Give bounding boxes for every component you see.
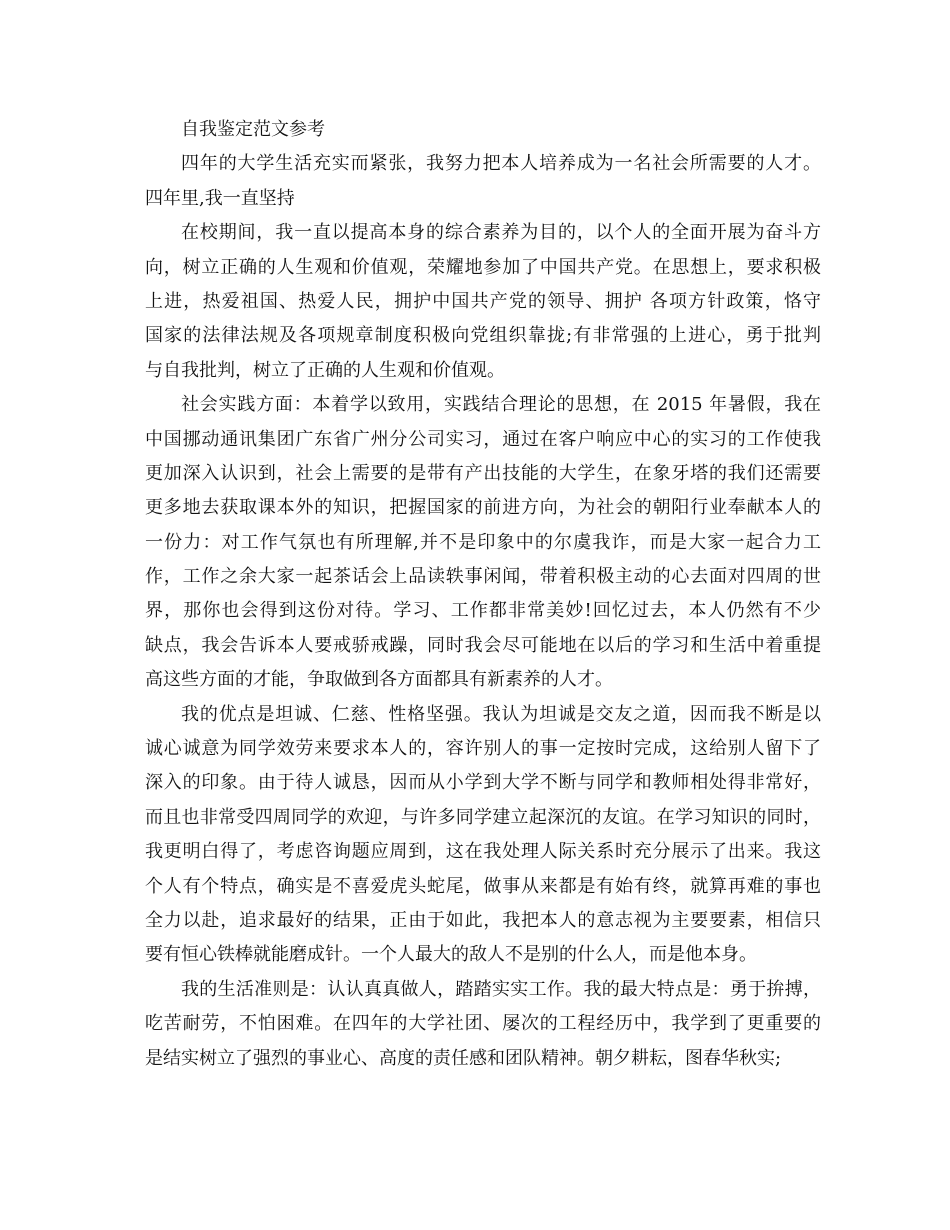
paragraph-line: 更多地去获取课本外的知识，把握国家的前进方向，为社会的朝阳行业奉献本人的 [145,497,821,519]
paragraph-line: 界，那你也会得到这份对待。学习、工作都非常美妙!回忆过去，本人仍然有不少 [145,600,821,622]
paragraph-line: 与自我批判，树立了正确的人生观和价值观。 [145,359,505,381]
paragraph-intro [145,147,821,216]
paragraph-line: 社会实践方面：本着学以致用，实践结合理论的思想，在 2015 年暑假，我在 [181,394,821,416]
paragraph-line: 中国挪动通讯集团广东省广州分公司实习，通过在客户响应中心的实习的工作使我 [145,428,821,450]
paragraph-line: 向，树立正确的人生观和价值观，荣耀地参加了中国共产党。在思想上，要求积极 [145,256,821,278]
paragraph-line: 而且也非常受四周同学的欢迎，与许多同学建立起深沉的友谊。在学习知识的同时， [145,806,821,828]
paragraph-line: 国家的法律法规及各项规章制度积极向党组织靠拢;有非常强的上进心，勇于批判 [145,325,821,347]
paragraph-line: 一份力：对工作气氛也有所理解,并不是印象中的尔虞我诈，而是大家一起合力工 [145,531,821,553]
paragraph-line: 全力以赴，追求最好的结果，正由于如此，我把本人的意志视为主要要素，相信只 [145,909,821,931]
paragraph-line: 深入的印象。由于待人诚恳，因而从小学到大学不断与同学和教师相处得非常好， [145,772,821,794]
paragraph-line: 更加深入认识到，社会上需要的是带有产出技能的大学生，在象牙塔的我们还需要 [145,462,821,484]
paragraph-line: 要有恒心铁棒就能磨成针。一个人最大的敌人不是别的什么人，而是他本身。 [145,944,757,966]
paragraph-line: 作，工作之余大家一起茶话会上品读轶事闲闻，带着积极主动的心去面对四周的世 [145,566,821,588]
document-title: 自我鉴定范文参考 [181,119,325,140]
paragraph-line: 是结实树立了强烈的事业心、高度的责任感和团队精神。朝夕耕耘，图春华秋实; [145,1047,782,1069]
paragraph-line: 缺点，我会告诉本人要戒骄戒躁，同时我会尽可能地在以后的学习和生活中着重提 [145,634,821,656]
paragraph-school [145,216,821,388]
paragraph-line: 高这些方面的才能，争取做到各方面都具有新素养的人才。 [145,669,613,691]
paragraph-line: 我的优点是坦诚、仁慈、性格坚强。我认为坦诚是交友之道，因而我不断是以 [181,703,821,725]
paragraph-line: 个人有个特点，确实是不喜爱虎头蛇尾，做事从来都是有始有终，就算再难的事也 [145,875,821,897]
paragraph-line: 吃苦耐劳，不怕困难。在四年的大学社团、屡次的工程经历中，我学到了更重要的 [145,1013,821,1035]
document-page [145,113,821,1076]
paragraph-principles [145,973,821,1076]
paragraph-line: 我的生活准则是：认认真真做人，踏踏实实工作。我的最大特点是：勇于拚搏， [181,978,821,1000]
paragraph-strengths [145,698,821,973]
paragraph-line: 我更明白得了，考虑咨询题应周到，这在我处理人际关系时充分展示了出来。我这 [145,841,821,863]
paragraph-practice [145,388,821,698]
paragraph-line: 上进，热爱祖国、热爱人民，拥护中国共产党的领导、拥护 各项方针政策，恪守 [145,290,821,312]
paragraph-line: 在校期间，我一直以提高本身的综合素养为目的，以个人的全面开展为奋斗方 [181,222,821,244]
paragraph-line: 诚心诚意为同学效劳来要求本人的，容许别人的事一定按时完成，这给别人留下了 [145,738,821,760]
paragraph-line: 四年里,我一直坚持 [145,187,295,209]
paragraph-line: 四年的大学生活充实而紧张，我努力把本人培养成为一名社会所需要的人才。 [181,153,821,175]
